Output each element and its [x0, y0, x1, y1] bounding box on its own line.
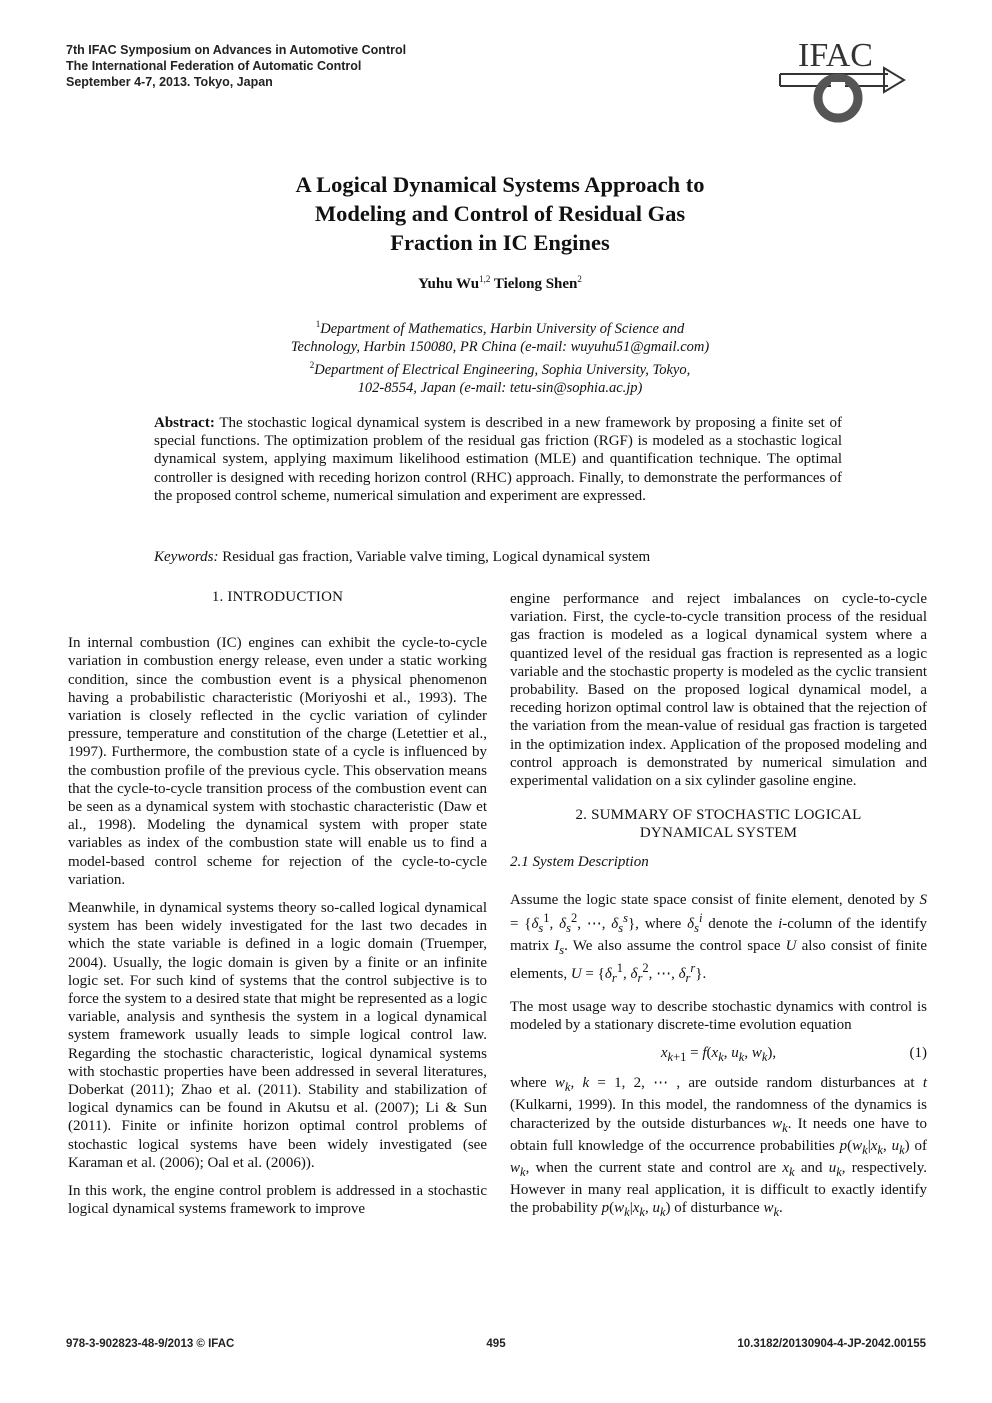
- section-heading-line: 2. SUMMARY OF STOCHASTIC LOGICAL: [575, 807, 862, 824]
- section-heading-line: DYNAMICAL SYSTEM: [639, 825, 798, 842]
- author-superscript: 2: [577, 274, 582, 284]
- keywords-label: Keywords:: [154, 549, 219, 565]
- section-heading-summary: [510, 806, 927, 842]
- author-list: [150, 274, 850, 293]
- paper-title: [150, 170, 850, 257]
- logo-text: IFAC: [798, 37, 873, 74]
- paragraph: Meanwhile, in dynamical systems theory so-called logical dynamical system has been widely investigated for the last two decades in which the state variable is defined in a logic domain (Truemper, 2004). Usually, the logic domain is given by a finite or an infinite logic set. For such kind of systems that the control subjective is to force the system to a desired state that might be represented as a logic variable, analysis and synthesis the system in a logical dynamical system framework usually leads to simple logical control law. Regarding the stochastic characteristic, logical dynamical systems with stochastic properties have been addressed in several literatures, Doberkat (2011); Zhao et al. (2011). Stability and stabilization of logical dynamics can be found in Akutsu et al. (2007); Li & Sun (2011). Finite or infinite horizon optimal control problems of stochastic logical systems have been widely investigated (see Karaman et al. (2006); Oal et al. (2006)).: [68, 900, 487, 1171]
- affiliation-line: Department of Mathematics, Harbin University of Science and: [320, 320, 685, 337]
- paragraph: In internal combustion (IC) engines can exhibit the cycle-to-cycle variation in combustion energy release, even under a static working condition, since the combustion event is a physical phenomenon having a probabilistic characteristic (Moriyoshi et al., 1993). The variation is closely reflected in the cyclic variation of cylinder pressure, temperature and constitution of the charge (Letettier et al., 1997). Furthermore, the combustion state of a cycle is influenced by the combustion profile of the previous cycle. This observation means that the cycle-to-cycle transition process of the combustion event can be seen as a dynamical system with stochastic characteristic (Daw et al., 1998). Modeling the dynamical system with proper state variables as index of the combustion state will enable us to find a model-based control scheme for rejection of the cycle-to-cycle variation.: [68, 635, 487, 888]
- title-line-2: Modeling and Control of Residual Gas: [314, 201, 686, 226]
- author-name: Yuhu Wu: [418, 276, 480, 292]
- equation-number: (1): [909, 1045, 927, 1062]
- footer-isbn: 978-3-902823-48-9/2013 © IFAC: [66, 1338, 235, 1350]
- author-name: Tielong Shen: [493, 276, 578, 292]
- paragraph-disturbances: where $w_k$, k = 1, 2, ⋯ , are outside random disturbances at t (Kulkarni, 1999). In this model, the randomness of the dynamics is characterized by the outside disturbances $w_k$. It needs one have to obtain full knowledge of the occurrence probabilities $p(w_k|x_k$, $u_k$) of $w_k$, when the current state and control are $x_k$ and $u_k$, respectively. However in many real application, it is difficult to exactly identify the probability $p(w_k|x_k$, $u_k$) of disturbance $w_k$.: [510, 1075, 927, 1220]
- equation-1: $x_{k+1} = f(x_k$, $u_k$, $w_k$), (1): [660, 1045, 927, 1065]
- paragraph: engine performance and reject imbalances on cycle-to-cycle variation. First, the cycle-to-cycle transition process of the residual gas fraction is modeled as a logical dynamical system where a quantized level of the residual gas fraction is represented as a logic variable and the stochastic property is modeled as the cyclic transient probability. Based on the proposed logical dynamical model, a receding horizon optimal control law is obtained that the rejection of the variation from the mean-value of residual gas fraction is targeted in the optimization index. Application of the proposed modeling and control approach is demonstrated by numerical simulation and experimental validation on a six cylinder gasoline engine.: [510, 591, 927, 790]
- header-line-3: September 4-7, 2013. Tokyo, Japan: [66, 75, 273, 89]
- ifac-logo-icon: [776, 36, 910, 126]
- paragraph: The most usage way to describe stochastic dynamics with control is modeled by a stationary discrete-time evolution equation: [510, 998, 927, 1033]
- keywords: [154, 548, 842, 566]
- paragraph: In this work, the engine control problem is addressed in a stochastic logical dynamical systems framework to improve: [68, 1183, 487, 1218]
- affiliation-superscript: 2: [309, 359, 315, 370]
- section-heading-introduction: 1. INTRODUCTION: [211, 589, 344, 605]
- affiliation-line: Technology, Harbin 150080, PR China (e-mail: wuyuhu51@gmail.com): [290, 338, 710, 355]
- footer-page-number: 495: [486, 1338, 506, 1350]
- paragraph-state-space: Assume the logic state space consist of finite element, denoted by $S = \{\delta_s^1$, $\delta_s^2$, ⋯, $\delta_s^s$}, where $\delta_s^i$ denote the i-column of the identify matrix $I_s$. We also assume the control space U also consist of finite elements, $U = \{\delta_r^1$, $\delta_r^2$, ⋯, $\delta_r^r$}.: [510, 891, 928, 986]
- affiliation-superscript: 1: [315, 319, 321, 329]
- footer-doi: 10.3182/20130904-4-JP-2042.00155: [737, 1338, 926, 1350]
- title-line-1: A Logical Dynamical Systems Approach to: [295, 172, 705, 197]
- conference-header: [66, 42, 406, 90]
- abstract-label: Abstract:: [154, 415, 215, 431]
- left-column: [68, 588, 487, 1229]
- affiliations: [150, 315, 850, 397]
- author-superscript: 1,2: [479, 274, 491, 284]
- right-column: [510, 590, 927, 1232]
- header-line-1: 7th IFAC Symposium on Advances in Automotive Control: [66, 43, 407, 57]
- title-line-3: Fraction in IC Engines: [390, 230, 610, 255]
- abstract-text: The stochastic logical dynamical system is described in a new framework by proposing a finite set of special functions. The optimization problem of the residual gas friction (RGF) is modeled as a stochastic logical dynamical system, applying maximum likelihood estimation (MLE) and quantification technique. The optimal controller is designed with receding horizon control (RHC) approach. Finally, to demonstrate the performances of the proposed control scheme, numerical simulation and experiment are expressed.: [154, 415, 843, 504]
- subsection-heading: 2.1 System Description: [510, 853, 649, 870]
- affiliation-line: 102-8554, Japan (e-mail: tetu-sin@sophia.ac.jp): [357, 379, 643, 396]
- affiliation-line: Department of Electrical Engineering, Sophia University, Tokyo,: [314, 361, 691, 378]
- header-line-2: The International Federation of Automatic Control: [66, 59, 362, 73]
- keywords-text: Residual gas fraction, Variable valve timing, Logical dynamical system: [222, 549, 651, 565]
- abstract: [154, 414, 842, 505]
